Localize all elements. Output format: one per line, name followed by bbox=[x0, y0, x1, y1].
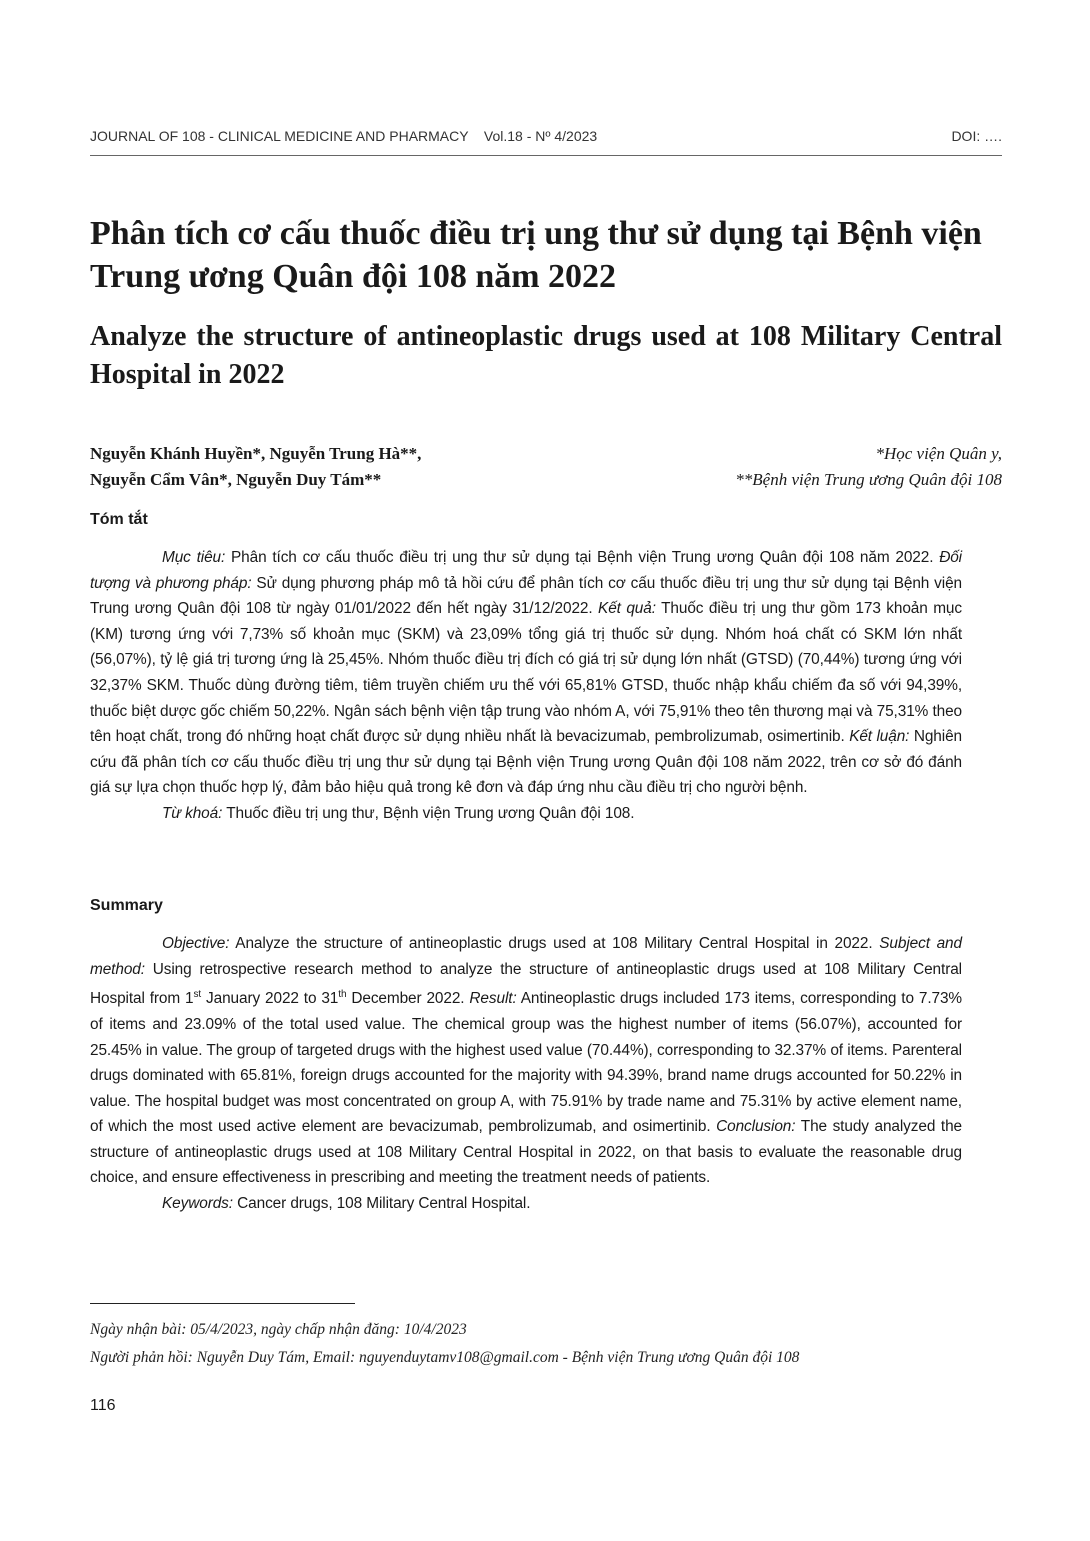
label-objective-en: Objective: bbox=[162, 935, 230, 952]
text-conclusion-en: The study analyzed the structure of antineoplastic drugs used at 108 Military Central Hospital in 2022, on that basis to evaluate the reasonable drug choice, and ensure effectiveness in prescribing and meeting the treatment needs of patients. bbox=[90, 1118, 962, 1187]
text-objective-en: Analyze the structure of antineoplastic drugs used at 108 Military Central Hospital in 2022. bbox=[229, 935, 880, 952]
affiliation-line: *Học viện Quân y, bbox=[875, 444, 1002, 463]
footnote-received: Ngày nhận bài: 05/4/2023, ngày chấp nhận đăng: 10/4/2023 bbox=[90, 1321, 467, 1338]
text-keywords-en: Cancer drugs, 108 Military Central Hospital. bbox=[232, 1195, 531, 1213]
text-keywords-vi: Thuốc điều trị ung thư, Bệnh viện Trung ương Quân đội 108. bbox=[222, 804, 635, 822]
label-result-en: Result: bbox=[469, 990, 517, 1008]
text-method-en: Using retrospective research method to analyze the structure of antineoplastic drugs used at 108 Military Central Hospital from 1 bbox=[90, 960, 962, 1008]
text-conclusion-vi: Nghiên cứu đã phân tích cơ cấu thuốc điều trị ung thư sử dụng tại Bệnh viện Trung ương Quân đội 108 năm 2022, trên cơ sở đó đánh giá sự lựa chọn thuốc hợp lý, đảm bảo hiệu quả trong kê đơn và đáp ứng nhu cầu điều trị cho người bệnh. bbox=[90, 728, 962, 797]
superscript-th: th bbox=[338, 989, 347, 1001]
text-method-en-b: January 2022 to 31 bbox=[201, 990, 339, 1008]
abstract-heading-en: Summary bbox=[90, 897, 163, 914]
journal-name: JOURNAL OF 108 - CLINICAL MEDICINE AND PHARMACY Vol.18 - Nº 4/2023 bbox=[90, 128, 598, 144]
author-line: Nguyễn Cẩm Vân*, Nguyễn Duy Tám** bbox=[90, 470, 382, 489]
abstract-vi bbox=[90, 545, 962, 827]
title-vietnamese: Phân tích cơ cấu thuốc điều trị ung thư sử dụng tại Bệnh viện Trung ương Quân đội 108 năm 2022 bbox=[90, 215, 982, 295]
affiliation-line: **Bệnh viện Trung ương Quân đội 108 bbox=[735, 470, 1002, 489]
label-objective-vi: Mục tiêu: bbox=[162, 549, 226, 566]
footnote-divider bbox=[90, 1303, 355, 1304]
label-conclusion-en: Conclusion: bbox=[716, 1118, 796, 1136]
superscript-st: st bbox=[193, 989, 202, 1001]
label-result-vi: Kết quả: bbox=[598, 600, 656, 618]
title-english: Analyze the structure of antineoplastic drugs used at 108 Military Central Hospital in 2022 bbox=[90, 321, 1002, 390]
abstract-en bbox=[90, 931, 962, 1217]
page-number: 116 bbox=[90, 1397, 116, 1414]
text-result-en: Antineoplastic drugs included 173 items, corresponding to 7.73% of items and 23.09% of the total used value. The chemical group was the highest number of items (56.07%), accounted for 25.45% in value. The group of targeted drugs with the highest used value (70.44%), corresponding to 32.37% of items. Parenteral drugs dominated with 65.81%, foreign drugs accounted for the majority with 94.39%, brand name drugs accounted for 50.22% in value. The hospital budget was most concentrated on group A, with 75.91% by trade name and 75.31% by active element name, of which the most used active element are bevacizumab, pembrolizumab, and osimertinib. bbox=[90, 990, 962, 1136]
label-keywords-vi: Từ khoá: bbox=[162, 804, 223, 822]
text-method-en-c: December 2022. bbox=[346, 990, 470, 1008]
abstract-heading-vi: Tóm tắt bbox=[90, 511, 148, 528]
label-conclusion-vi: Kết luận: bbox=[849, 728, 910, 746]
affiliation-list bbox=[582, 441, 1002, 493]
label-method-vi: Đối tượng và phương pháp: bbox=[90, 549, 962, 592]
abstract-vi-body bbox=[90, 545, 962, 801]
author-line: Nguyễn Khánh Huyền*, Nguyễn Trung Hà**, bbox=[90, 444, 422, 463]
header-divider bbox=[90, 155, 1002, 156]
label-keywords-en: Keywords: bbox=[162, 1195, 233, 1213]
text-method-vi: Sử dụng phương pháp mô tả hồi cứu để phân tích cơ cấu thuốc điều trị ung thư sử dụng tại Bệnh viện Trung ương Quân đội 108 từ ngày 01/01/2022 đến hết ngày 31/12/2022. bbox=[90, 574, 962, 618]
abstract-en-body bbox=[90, 931, 962, 1191]
text-objective-vi: Phân tích cơ cấu thuốc điều trị ung thư sử dụng tại Bệnh viện Trung ương Quân đội 108 năm 2022. bbox=[225, 549, 940, 566]
keywords-vi bbox=[90, 801, 962, 827]
text-result-vi: Thuốc điều trị ung thư gồm 173 khoản mục (KM) tương ứng với 7,73% số khoản mục (SKM) và 23,09% tổng giá trị thuốc sử dụng. Nhóm hoá chất có SKM lớn nhất (56,07%), tỷ lệ giá trị tương ứng là 25,45%. Nhóm thuốc điều trị đích có giá trị sử dụng lớn nhất (GTSD) (70,44%) tương ứng với 32,37% SKM. Thuốc dùng đường tiêm, tiêm truyền chiếm ưu thế với 65,81% GTSD, thuốc nhập khẩu chiếm đa số với 94,39%, thuốc biệt dược gốc chiếm 50,22%. Ngân sách bệnh viện tập trung vào nhóm A, với 75,91% theo tên thương mại và 75,31% theo tên hoạt chất, trong đó những hoạt chất được sử dụng nhiều nhất là bevacizumab, pembrolizumab, osimertinib. bbox=[90, 600, 962, 746]
label-method-en: Subject and method: bbox=[90, 935, 962, 978]
doi-label: DOI: …. bbox=[951, 128, 1002, 144]
keywords-en bbox=[90, 1191, 962, 1217]
footnote-correspondent: Người phản hồi: Nguyễn Duy Tám, Email: nguyenduytamv108@gmail.com - Bệnh viện Trung ương Quân đội 108 bbox=[90, 1349, 800, 1366]
